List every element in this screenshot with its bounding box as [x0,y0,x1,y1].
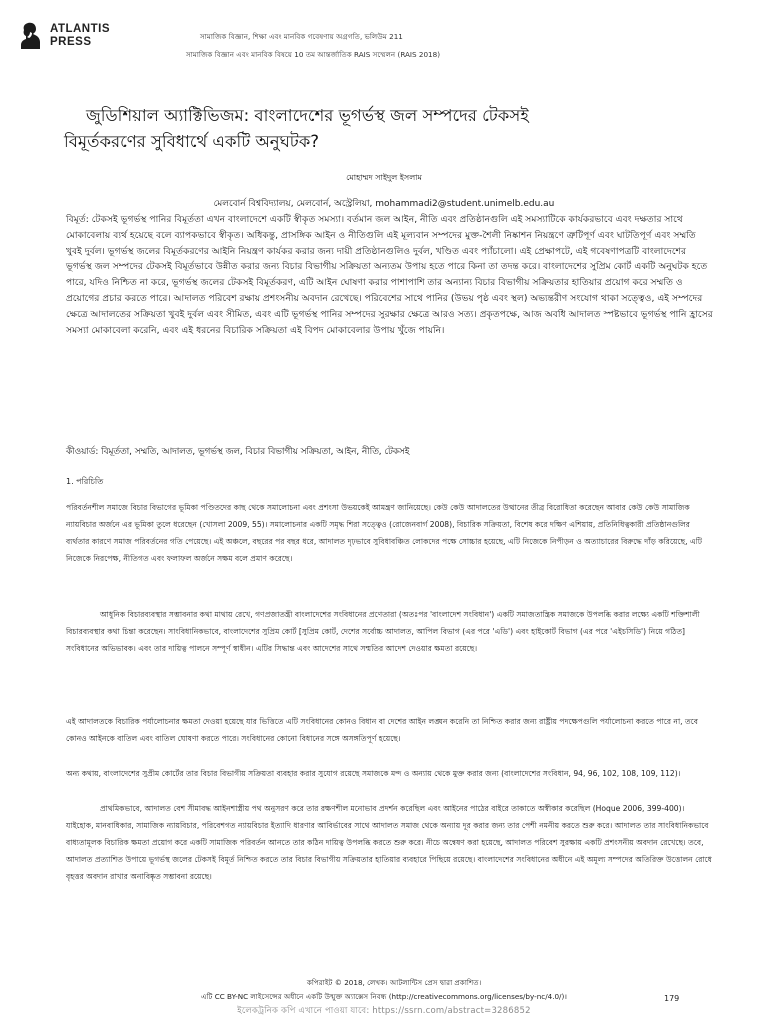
publisher-name-line2: PRESS [50,36,92,48]
thinker-icon [18,21,44,51]
keywords: কীওয়ার্ড: বিমূর্ততা, সম্মতি, আদালত, ভূগর্ভস্থ জল, বিচার বিভাগীয় সক্রিয়তা, আইন, নীতি, টেকসই [66,447,410,457]
copyright-line: কপিরাইট © 2018, লেখক। আটলান্টিস প্রেস দ্বারা প্রকাশিত। [306,978,482,987]
title-line-1: জুডিশিয়াল অ্যাক্টিভিজম: বাংলাদেশের ভূগর্ভস্থ জল সম্পদের টেকসই [86,106,529,125]
body-paragraph-1: পরিবর্তনশীল সমাজে বিচার বিভাগের ভূমিকা পণ্ডিতদের কাছ থেকে সমালোচনা এবং প্রশংসা উভয়কেই আমন্ত্রণ জানিয়েছে। কেউ কেউ আদালতের উত্থানের তীব্র বিরোধিতা করেছেন আবার কেউ কেউ সামাজিক ন্যায়বিচার অর্জনে এর ভূমিকা তুলে ধরেছেন (খোসলা 2009, 55)। সমালোচনার একটি সমৃদ্ধ শিরা সত্ত্বেও (রোজেনবার্গ 2008), বিচারিক সক্রিয়তা, বিশেষ করে দক্ষিণ এশিয়ায়, প্রতিনিধিত্বকারী প্রতিষ্ঠানগুলির ব্যর্থতার কারণে সমাজ পরিবর্তনের গতি পেয়েছে। এই অঞ্চলে, বছরের পর বছর ধরে, আদালত দৃঢ়ভাবে সুবিধাবঞ্চিত লোকদের পক্ষে সোচ্চার হয়েছে, এটি নিজেকে নিপীড়ন ও অত্যাচারের বিরুদ্ধে দাঁড় করিয়েছে, এটি নিজেকে নিরপেক্ষ, নীতিগত এবং ফলাফল অর্জনে সক্ষম বলে প্রমাণ করেছে। [66,503,703,563]
series-line: সামাজিক বিজ্ঞান, শিক্ষা এবং মানবিক গবেষণায় অগ্রগতি, ভলিউম 211 [200,32,403,41]
title-line-2: বিমূর্তকরণের সুবিধার্থে একটি অনুঘটক? [64,132,320,151]
section-heading-introduction: 1. পরিচিতি [66,477,104,486]
page-number: 179 [664,994,680,1003]
publisher-name-line1: ATLANTIS [50,23,111,35]
footer [0,976,768,1004]
publisher-name [50,23,110,49]
author-name: মোহাম্মদ সাইদুল ইসলাম [346,173,422,182]
body-paragraph-5: প্রাথমিকভাবে, আদালত বেশ সীমাবদ্ধ আইনশাস্ত্রীয় পথ অনুসরণ করে তার রক্ষণশীল মনোভাব প্রদর্শন করেছিল এবং আইনের পাঠের বাইরে তাকাতে অস্বীকার করেছিল (Hoque 2006, 399-400)। যাইহোক, মানবাধিকার, সামাজিক ন্যায়বিচার, পরিবেশগত ন্যায়বিচার ইত্যাদি ধারণার আবির্ভাবের সাথে আদালত সমাজ থেকে অন্যায় দূর করার জন্য তার পেশী নমনীয় করতে শুরু করে। আদালত তার সাংবিধানিকভাবে বাধ্যতামূলক বিচারিক ক্ষমতা প্রয়োগ করে একটি সামাজিক পরিবর্তন আনতে তার কঠিন দায়িত্ব উপলব্ধি করতে শুরু করে। নীচে অন্বেষণ করা হয়েছে, আদালত পরিবেশ সুরক্ষায় একটি প্রশংসনীয় অবদান রেখেছে। তবে, আদালত প্রত্যাশিত উপায়ে ভূগর্ভস্থ জলের টেকসই বিমূর্ত নিশ্চিত করতে তার বিচার বিভাগীয় সক্রিয়তার হাতিয়ার ব্যবহারে পিছিয়ে রয়েছে। বাংলাদেশের সংবিধানের অধীনে এই অমূল্য সম্পদের অতিরিক্ত উত্তোলন রোধে বৃহত্তর অবদান রাখার অনাবিষ্কৃত সম্ভাবনা রয়েছে। [66,804,712,881]
conference-line: সামাজিক বিজ্ঞান এবং মানবিক বিষয়ে 10 তম আন্তর্জাতিক RAIS সম্মেলন (RAIS 2018) [186,50,440,59]
body-paragraph-4: অন্য কথায়, বাংলাদেশের সুপ্রীম কোর্টের তার বিচার বিভাগীয় সক্রিয়তা ব্যবহার করার সুযোগ রয়েছে সমাজকে মন্দ ও অন্যায় থেকে মুক্ত করার জন্য (বাংলাদেশের সংবিধান, 94, 96, 102, 108, 109, 112)। [66,769,681,778]
license-line: এটি CC BY-NC লাইসেন্সের অধীনে একটি উন্মুক্ত অ্যাক্সেস নিবন্ধ (http://creativecommons.org/licenses/by-nc/4.0/)। [200,992,568,1001]
author-affiliation: মেলবোর্ন বিশ্ববিদ্যালয়, মেলবোর্ন, অস্ট্রেলিয়া, mohammadi2@student.unimelb.edu.au [213,199,555,209]
abstract: বিমূর্ত: টেকসই ভূগর্ভস্থ পানির বিমূর্ততা এখন বাংলাদেশে একটি স্বীকৃত সমস্যা। বর্তমান জল আইন, নীতি এবং প্রতিষ্ঠানগুলি এই সমস্যাটিকে কার্যকরভাবে এবং দক্ষতার সাথে মোকাবেলায় ব্যর্থ হয়েছে বলে ব্যাপকভাবে স্বীকৃত। অধিকন্তু, প্রাসঙ্গিক আইন ও নীতিগুলি এই মূল্যবান সম্পদের মুক্ত-শৈলী নিষ্কাশন নিয়ন্ত্রণে ত্রুটিপূর্ণ এবং ঘাটতিপূর্ণ এবং সম্মতি খুবই দুর্বল। ভূগর্ভস্থ জলের বিমূর্তকরণের আইনি নিয়ন্ত্রণ কার্যকর করার জন্য দায়ী প্রতিষ্ঠানগুলিও দুর্বল, খণ্ডিত এবং প্যাঁচালো। এই প্রেক্ষাপটে, এই গবেষণাপত্রটি বাংলাদেশের ভূগর্ভস্থ জল সম্পদের টেকসই বিমূর্তভাবে উন্নীত করার জন্য বিচার বিভাগীয় সক্রিয়তা অন্যতম উপায় হতে পারে কিনা তা তদন্ত করে। বাংলাদেশের সুপ্রিম কোর্ট একটি অনুঘটক হতে পারে, যদিও নিশ্চিত না করে, ভূগর্ভস্থ জলের টেকসই বিমূর্তকরণ, এটি আইন ঘোষণা করার পাশাপাশি তার অন্যান্য বিচার বিভাগীয় সক্রিয়তার হাতিয়ার প্রয়োগ করে সম্মতি ও প্রয়োগের প্রচার করতে পারে। আদালত পরিবেশ রক্ষায় প্রশংসনীয় অবদান রেখেছে। পরিবেশের সাথে পানির (উভয় পৃষ্ঠ এবং স্থল) অভ্যন্তরীণ সংযোগ থাকা সত্ত্বেও, এই সম্পদের ক্ষেত্রে আদালতের সক্রিয়তা খুবই দুর্বল এবং সীমিত, এবং এটি ভূগর্ভস্থ পানির সম্পদের সুরক্ষার ক্ষেত্রে আরও সত্য। প্রকৃতপক্ষে, আজ অবধি আদালত স্পষ্টভাবে ভূগর্ভস্থ পানি হ্রাসের সমস্যা মোকাবেলা করেনি, এবং এই ধরনের বিচারিক সক্রিয়তা এই বিপদ মোকাবেলার উপায় খুঁজে পায়নি। [66,214,713,336]
body-paragraph-2: আধুনিক বিচারব্যবস্থার সম্ভাবনার কথা মাথায় রেখে, গণপ্রজাতন্ত্রী বাংলাদেশের সংবিধানের প্রণেতারা (অতঃপর 'বাংলাদেশ সংবিধান') একটি সমাজতান্ত্রিক সমাজকে উপলব্ধি করার লক্ষ্যে একটি শক্তিশালী বিচারব্যবস্থার কথা চিন্তা করেছেন। সাংবিধানিকভাবে, বাংলাদেশের সুপ্রিম কোর্ট [সুপ্রিম কোর্ট, দেশের সর্বোচ্চ আদালত, আপিল বিভাগ (এর পরে 'এডি') এবং হাইকোর্ট বিভাগ (এর পরে 'এইচসিডি') নিয়ে গঠিত] সংবিধানের অভিভাবক। এবং তার দায়িত্ব পালনে সম্পূর্ণ স্বাধীন। এটির সিদ্ধান্ত এবং আদেশের সাথে সম্মতির আদেশ দেওয়ার ক্ষমতা রয়েছে। [66,610,700,653]
ssrn-watermark: ইলেকট্রনিক কপি এখানে পাওয়া যাবে: https://ssrn.com/abstract=3286852 [237,1006,531,1016]
body-paragraph-3: এই আদালতকে বিচারিক পর্যালোচনার ক্ষমতা দেওয়া হয়েছে যার ভিত্তিতে এটি সংবিধানের কোনও বিধান বা দেশের আইন লঙ্ঘন করেনি তা নিশ্চিত করার জন্য রাষ্ট্রীয় পদক্ষেপগুলি পর্যালোচনা করতে পারে না, তবে কোনও আইনকে বাতিল এবং বাতিল ঘোষণা করতে পারে। সংবিধানের কোনো বিধানের সঙ্গে অসঙ্গতিপূর্ণ হয়েছে। [66,717,698,743]
paper-title [64,103,724,155]
publisher-logo [18,16,148,56]
running-header [160,28,740,64]
